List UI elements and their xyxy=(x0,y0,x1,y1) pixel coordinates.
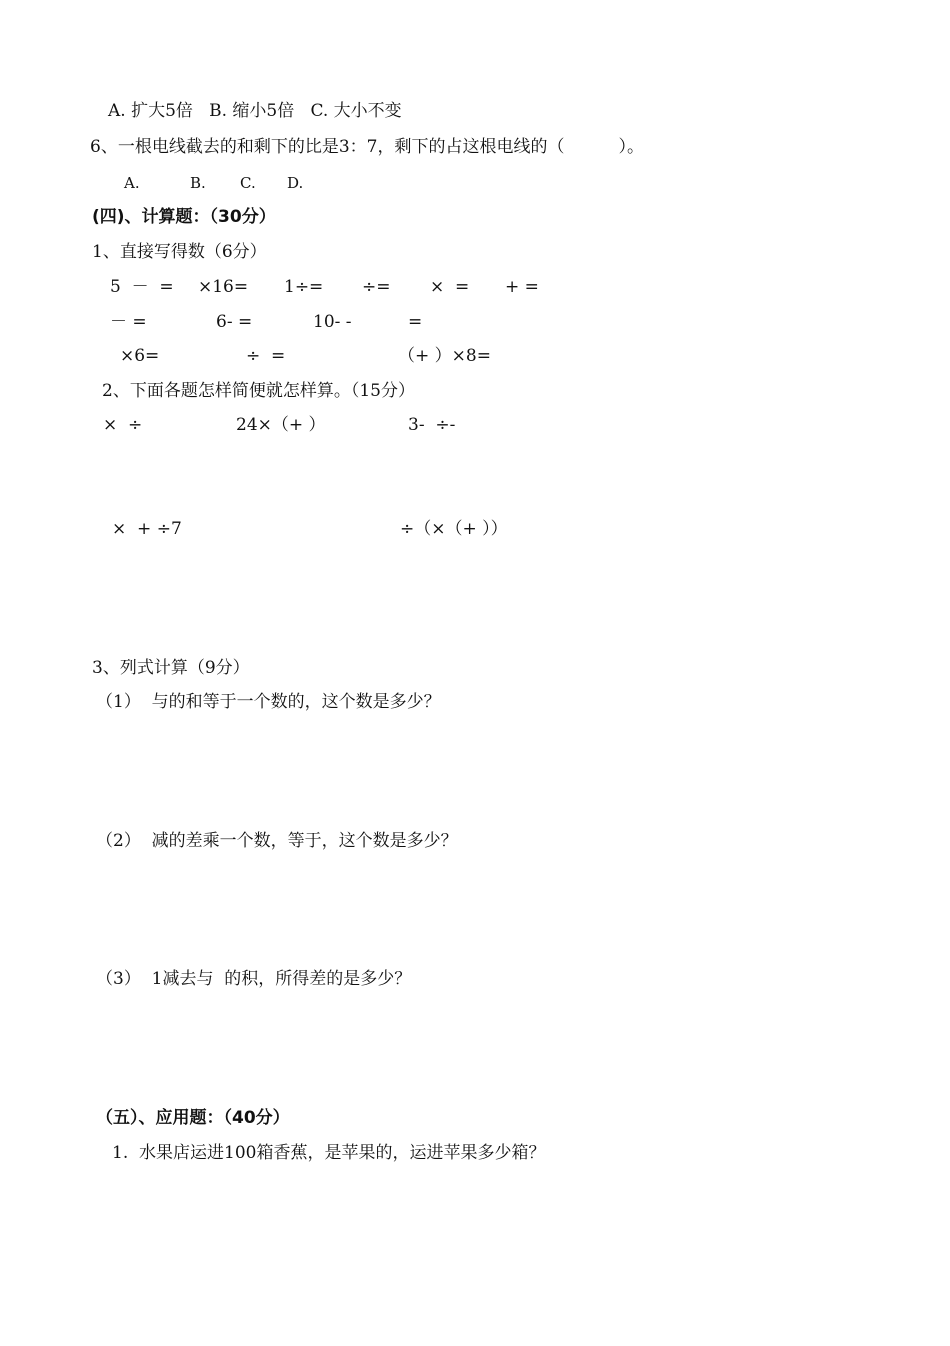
section4-part3-title: 3、列式计算（9分） xyxy=(92,658,250,678)
simplify-1: × ÷ xyxy=(103,415,143,435)
simplify-2: 24×（+ ） xyxy=(236,415,326,435)
oral-calc-1-5: × = xyxy=(430,277,470,297)
q6-option-c: C. xyxy=(240,174,256,192)
oral-calc-2-4: = xyxy=(408,312,423,332)
q6-stem: 6、一根电线截去的和剩下的比是3：7，剩下的占这根电线的（ ）。 xyxy=(90,137,644,157)
simplify-4: × + ÷7 xyxy=(112,519,182,539)
oral-calc-1-2: ×16= xyxy=(198,277,249,297)
section5-title: （五）、应用题：（40分） xyxy=(96,1108,290,1128)
simplify-3: 3- ÷- xyxy=(408,415,456,435)
word-calc-1: （1） 与的和等于一个数的，这个数是多少？ xyxy=(96,692,441,712)
section4-title: (四)、计算题：（30分） xyxy=(92,207,276,227)
word-calc-2: （2） 减的差乘一个数，等于，这个数是多少？ xyxy=(96,831,458,851)
oral-calc-2-1: － = xyxy=(110,312,147,332)
oral-calc-3-3: （+ ）×8= xyxy=(398,346,491,366)
simplify-5: ÷（×（+ ）） xyxy=(400,519,508,539)
q6-option-a: A. xyxy=(124,174,140,192)
oral-calc-2-2: 6- = xyxy=(216,312,253,332)
oral-calc-1-1: 5 － = xyxy=(110,277,174,297)
q5-options: A. 扩大5倍 B. 缩小5倍 C. 大小不变 xyxy=(108,101,402,121)
q6-option-d: D. xyxy=(287,174,304,192)
oral-calc-1-3: 1÷= xyxy=(284,277,324,297)
section4-part2-title: 2、下面各题怎样简便就怎样算。（15分） xyxy=(102,381,415,401)
section4-part1-title: 1、直接写得数（6分） xyxy=(92,242,267,262)
word-calc-3: （3） 1减去与 的积，所得差的是多少？ xyxy=(96,969,412,989)
application-problem-1: 1. 水果店运进100箱香蕉，是苹果的，运进苹果多少箱？ xyxy=(112,1143,546,1163)
oral-calc-1-6: + = xyxy=(505,277,539,297)
q6-option-b: B. xyxy=(190,174,206,192)
oral-calc-3-1: ×6= xyxy=(120,346,160,366)
oral-calc-2-3: 10- - xyxy=(313,312,352,332)
oral-calc-3-2: ÷ = xyxy=(246,346,286,366)
oral-calc-1-4: ÷= xyxy=(362,277,391,297)
